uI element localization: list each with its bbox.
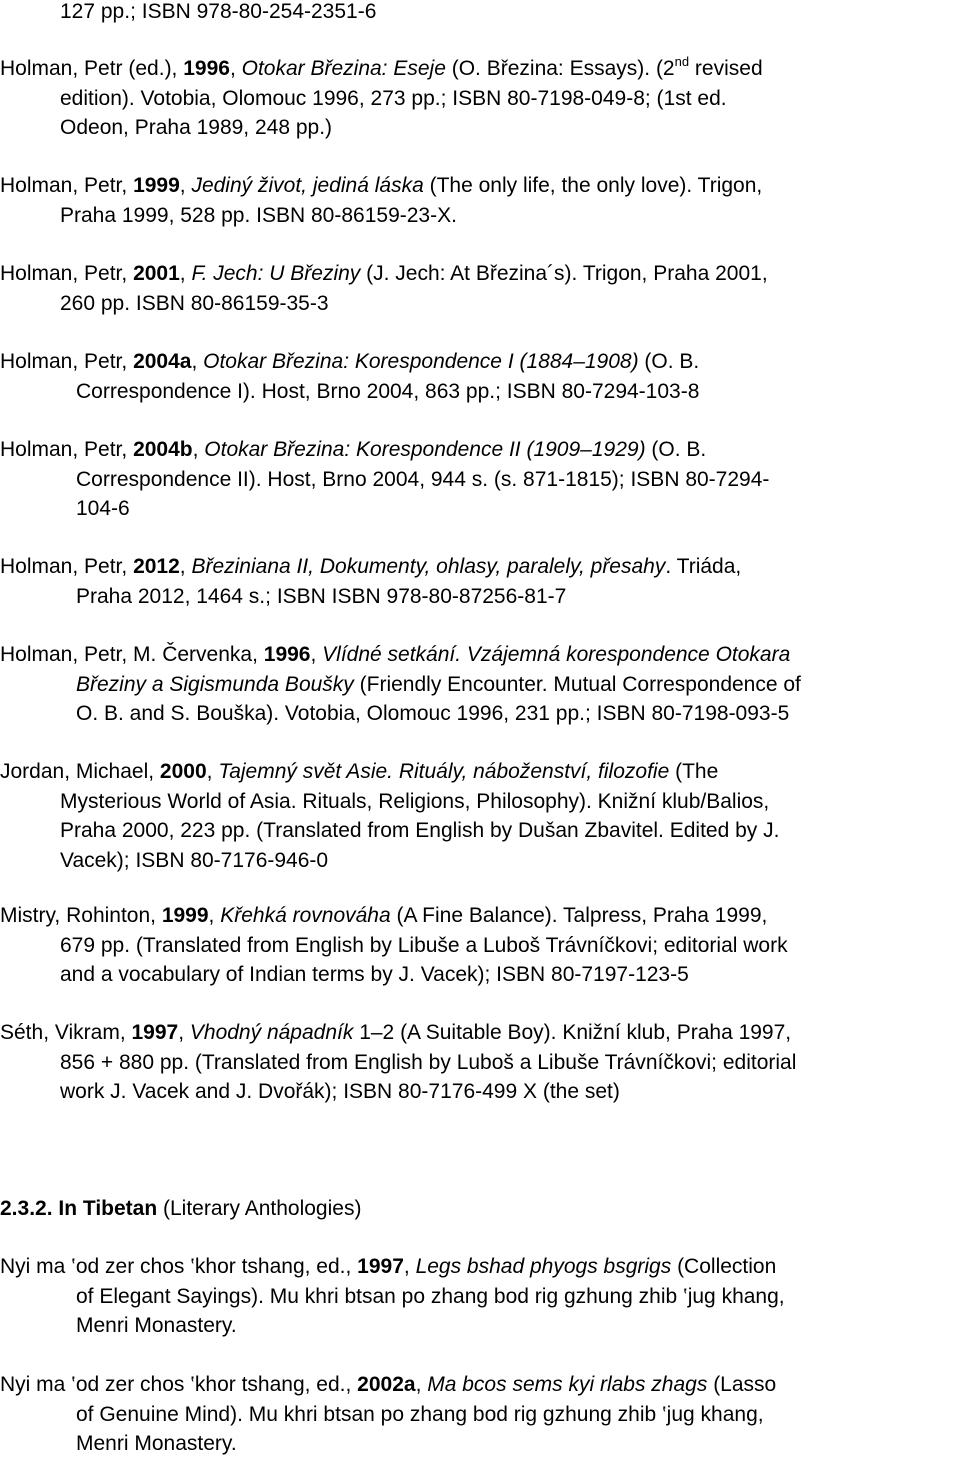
- bold-text: 2.3.2. In Tibetan: [0, 1197, 158, 1220]
- text-run: Praha 1999, 528 pp. ISBN 80-86159-23-X.: [60, 203, 457, 227]
- reference-line: [0, 1252, 960, 1282]
- text-run: (O. B.: [645, 438, 707, 461]
- text-run: . Triáda,: [665, 555, 742, 578]
- reference-line: [0, 960, 960, 990]
- reference-line: [0, 1048, 960, 1078]
- text-run: ,: [310, 643, 323, 666]
- text-run: 127 pp.; ISBN 978-80-254-2351-6: [60, 0, 377, 23]
- text-run: (Collection: [671, 1255, 777, 1278]
- text-run: 679 pp. (Translated from English by Libuše a Luboš Trávníčkovi; editorial work: [60, 933, 788, 957]
- bold-text: 1997: [131, 1021, 179, 1044]
- text-run: ,: [179, 555, 192, 578]
- reference-line: [0, 259, 960, 289]
- text-run: O. B. and S. Bouška). Votobia, Olomouc 1996, 231 pp.; ISBN 80-7198-093-5: [76, 702, 790, 725]
- bold-text: 2002a: [357, 1373, 416, 1396]
- text-run: Holman, Petr,: [0, 350, 134, 373]
- reference-line: [0, 1018, 960, 1048]
- reference-entry: [0, 757, 960, 875]
- italic-text: Otokar Březina: Eseje: [241, 57, 446, 80]
- text-run: (The only life, the only love). Trigon,: [423, 174, 763, 197]
- text-run: Correspondence II). Host, Brno 2004, 944 s. (s. 871-1815); ISBN 80-7294-: [76, 467, 770, 491]
- bold-text: 1999: [133, 174, 180, 197]
- italic-text: Březiny a Sigismunda Boušky: [76, 672, 354, 696]
- bold-text: 2012: [133, 555, 180, 578]
- text-run: ,: [178, 1021, 190, 1044]
- text-run: Mysterious World of Asia. Rituals, Religions, Philosophy). Knižní klub/Balios,: [60, 789, 770, 813]
- reference-line: [0, 1282, 960, 1312]
- reference-entry: [0, 1252, 960, 1341]
- reference-entry: [0, 347, 960, 406]
- reference-line: [0, 582, 960, 612]
- text-run: (O. B.: [638, 350, 700, 373]
- text-run: Holman, Petr,: [0, 174, 134, 197]
- reference-line: [0, 757, 960, 787]
- section-heading-line: [0, 1194, 960, 1224]
- text-run: 1–2 (A Suitable Boy). Knižní klub, Praha 1997,: [353, 1021, 792, 1044]
- reference-entry: [0, 1370, 960, 1459]
- reference-line: [0, 846, 960, 876]
- reference-entry: [0, 259, 960, 318]
- reference-entry: [0, 640, 960, 729]
- text-run: Correspondence I). Host, Brno 2004, 863 pp.; ISBN 80-7294-103-8: [76, 379, 700, 403]
- bold-text: 2001: [133, 262, 180, 285]
- bold-text: 2004b: [133, 438, 193, 461]
- reference-line: [0, 901, 960, 931]
- italic-text: Křehká rovnováha: [220, 904, 391, 927]
- text-run: Séth, Vikram,: [0, 1021, 132, 1044]
- text-run: Menri Monastery.: [76, 1432, 237, 1455]
- reference-entry: [0, 54, 960, 143]
- reference-line: [0, 1370, 960, 1400]
- text-run: and a vocabulary of Indian terms by J. Vacek); ISBN 80-7197-123-5: [60, 963, 689, 986]
- italic-text: Březiniana II, Dokumenty, ohlasy, paralely, přesahy: [191, 555, 666, 578]
- bold-text: 1996: [183, 57, 230, 80]
- reference-line: [0, 787, 960, 817]
- italic-text: Otokar Březina: Korespondence II (1909–1929): [204, 438, 646, 461]
- reference-entry: [0, 435, 960, 524]
- reference-line: [0, 1429, 960, 1459]
- text-run: ,: [179, 262, 192, 285]
- text-run: Holman, Petr,: [0, 438, 134, 461]
- text-run: Jordan, Michael,: [0, 760, 160, 783]
- italic-text: Vlídné setkání. Vzájemná korespondence Otokara: [322, 643, 791, 666]
- italic-text: Jediný život, jediná láska: [191, 174, 424, 197]
- bold-text: 1996: [263, 643, 311, 666]
- reference-line: [0, 171, 960, 201]
- italic-text: F. Jech: U Březiny: [191, 262, 361, 285]
- reference-line: [0, 494, 960, 524]
- reference-line: [0, 1311, 960, 1341]
- reference-line: [0, 1077, 960, 1107]
- text-run: work J. Vacek and J. Dvořák); ISBN 80-7176-499 X (the set): [60, 1080, 620, 1103]
- reference-line: [0, 289, 960, 319]
- text-run: Mistry, Rohinton,: [0, 904, 162, 927]
- italic-text: Tajemný svět Asie. Rituály, náboženství, filozofie: [218, 760, 670, 783]
- text-run: (Friendly Encounter. Mutual Correspondence of: [353, 672, 801, 696]
- text-run: 856 + 880 pp. (Translated from English by Luboš a Libuše Trávníčkovi; editorial: [60, 1050, 797, 1074]
- bold-text: 1997: [357, 1255, 404, 1278]
- reference-line: [0, 54, 960, 84]
- reference-line: [0, 435, 960, 465]
- text-run: Holman, Petr,: [0, 262, 134, 285]
- text-run: ,: [229, 57, 242, 80]
- text-run: Praha 2012, 1464 s.; ISBN ISBN 978-80-87256-81-7: [76, 584, 567, 608]
- text-run: ,: [206, 760, 219, 783]
- text-run: ,: [208, 904, 221, 927]
- reference-line: [0, 670, 960, 700]
- text-run: ,: [179, 174, 192, 197]
- reference-line: [0, 347, 960, 377]
- text-run: 260 pp. ISBN 80-86159-35-3: [60, 291, 329, 315]
- text-run: Nyi ma ‛od zer chos ‛khor tshang, ed.,: [0, 1255, 358, 1278]
- reference-line: [0, 1400, 960, 1430]
- reference-line: [0, 377, 960, 407]
- text-run: Praha 2000, 223 pp. (Translated from English by Dušan Zbavitel. Edited by J.: [60, 819, 780, 842]
- text-run: Holman, Petr, M. Červenka,: [0, 643, 264, 666]
- text-run: (Literary Anthologies): [157, 1197, 362, 1220]
- italic-text: Vhodný nápadník: [189, 1021, 354, 1044]
- reference-line: [0, 201, 960, 231]
- reference-line: [0, 465, 960, 495]
- reference-line: [0, 0, 960, 27]
- text-run: (Lasso: [707, 1373, 777, 1396]
- reference-entry: [0, 1018, 960, 1107]
- text-run: Nyi ma ‛od zer chos ‛khor tshang, ed.,: [0, 1373, 358, 1396]
- text-run: (J. Jech: At Březina´s). Trigon, Praha 2001,: [360, 262, 768, 285]
- superscript-text: nd: [674, 54, 690, 69]
- section-heading: [0, 1194, 960, 1224]
- reference-line: [0, 552, 960, 582]
- text-run: (A Fine Balance). Talpress, Praha 1999,: [390, 904, 768, 927]
- text-run: Vacek); ISBN 80-7176-946-0: [60, 848, 329, 872]
- reference-entry: [0, 171, 960, 230]
- reference-line: [0, 84, 960, 114]
- text-run: of Elegant Sayings). Mu khri btsan po zhang bod rig gzhung zhib ‛jug khang,: [76, 1284, 785, 1308]
- bold-text: 2004a: [133, 350, 192, 373]
- reference-line: [0, 699, 960, 729]
- reference-line: [0, 640, 960, 670]
- text-run: ,: [415, 1373, 428, 1396]
- reference-entry: [0, 0, 960, 27]
- text-run: Odeon, Praha 1989, 248 pp.): [60, 116, 333, 139]
- text-run: ,: [192, 438, 205, 461]
- reference-entry: [0, 901, 960, 990]
- bold-text: 2000: [159, 760, 207, 783]
- bold-text: 1999: [161, 904, 209, 927]
- text-run: edition). Votobia, Olomouc 1996, 273 pp.; ISBN 80-7198-049-8; (1st ed.: [60, 86, 727, 110]
- text-run: revised: [689, 57, 763, 80]
- text-run: Holman, Petr (ed.),: [0, 57, 184, 80]
- reference-line: [0, 113, 960, 143]
- text-run: Menri Monastery.: [76, 1314, 237, 1337]
- text-run: of Genuine Mind). Mu khri btsan po zhang bod rig gzhung zhib ‛jug khang,: [76, 1402, 764, 1426]
- text-run: 104-6: [76, 497, 130, 520]
- reference-entry: [0, 552, 960, 611]
- reference-line: [0, 816, 960, 846]
- italic-text: Ma bcos sems kyi rlabs zhags: [427, 1373, 708, 1396]
- text-run: ,: [191, 350, 204, 373]
- text-run: (The: [669, 760, 719, 783]
- italic-text: Otokar Březina: Korespondence I (1884–1908): [203, 350, 639, 373]
- text-run: ,: [403, 1255, 416, 1278]
- text-run: (O. Březina: Essays). (2: [445, 57, 675, 80]
- reference-line: [0, 931, 960, 961]
- text-run: Holman, Petr,: [0, 555, 134, 578]
- italic-text: Legs bshad phyogs bsgrigs: [415, 1255, 672, 1278]
